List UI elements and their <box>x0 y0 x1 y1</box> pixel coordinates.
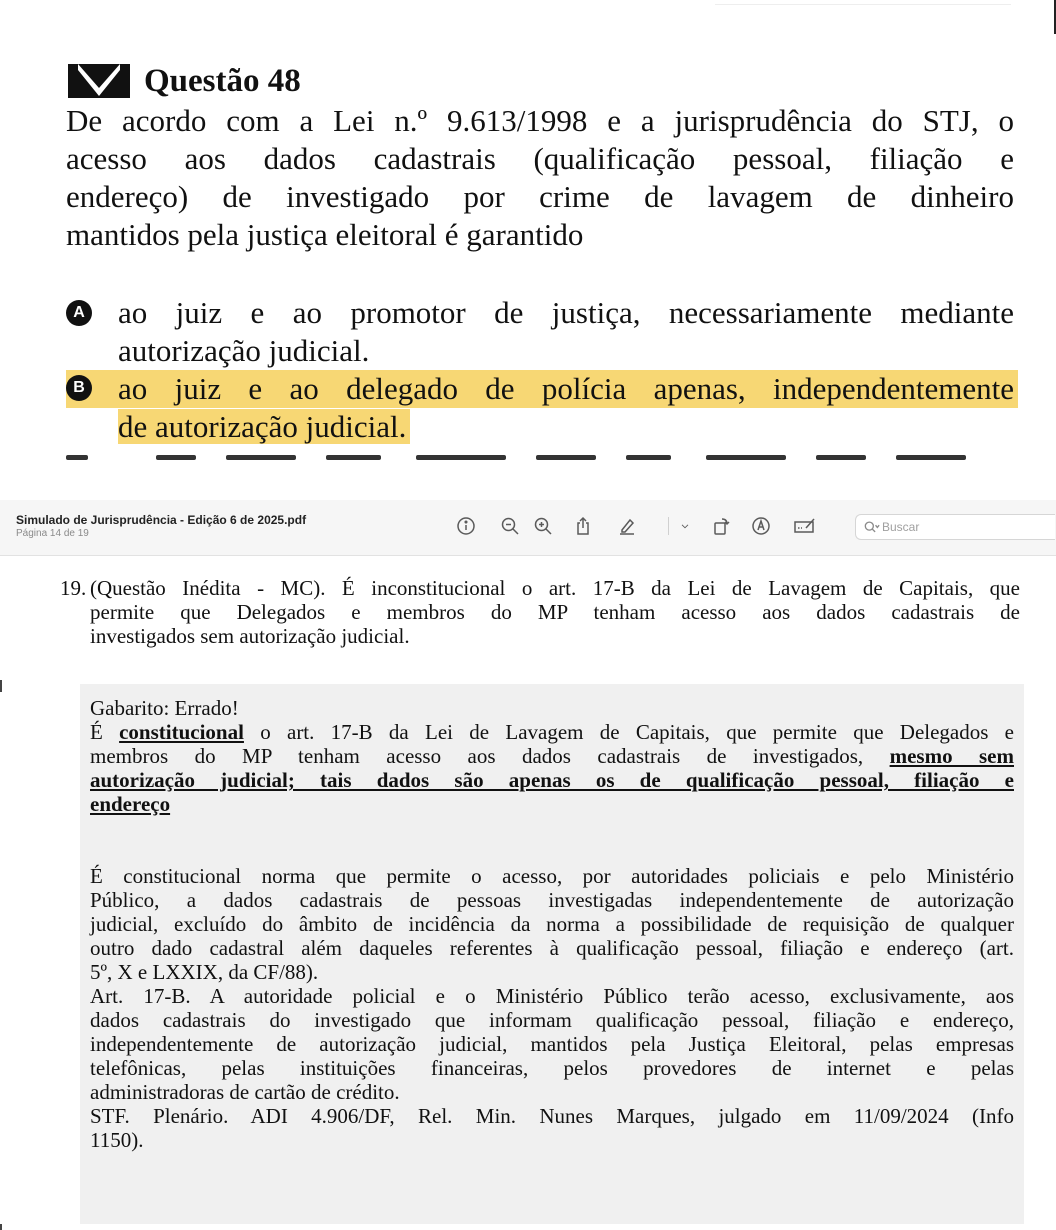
rotate-button[interactable] <box>708 513 734 539</box>
pdf-page <box>0 556 1056 1230</box>
answer-line: Público, a dados cadastrais de pessoas investigadas independentemente de autorização <box>90 888 1014 912</box>
answer-box <box>80 684 1024 1224</box>
answer-line: STF. Plenário. ADI 4.906/DF, Rel. Min. Nunes Marques, julgado em 11/09/2024 (Info <box>90 1104 1014 1128</box>
answer-line: membros do MP tenham acesso aos dados cadastrais de investigados, mesmo sem <box>90 744 1014 768</box>
answer-label: Gabarito: Errado! <box>90 696 239 720</box>
question-stem <box>66 102 1014 254</box>
page-indicator: Página 14 de 19 <box>16 528 89 539</box>
option-line: ao juiz e ao promotor de justiça, necessariamente mediante <box>118 295 1014 330</box>
logo-icon <box>68 64 130 98</box>
answer-line: independentemente de autorização judicial, mantidos pela Justiça Eleitoral, pelas empresas <box>90 1032 1014 1056</box>
answer-line: É constitucional norma que permite o acesso, por autoridades policiais e pelo Ministério <box>90 864 1014 888</box>
chevron-down-icon <box>679 520 691 532</box>
answer-line: Art. 17-B. A autoridade policial e o Ministério Público terão acesso, exclusivamente, aos <box>90 984 1014 1008</box>
option-line-highlighted: de autorização judicial. <box>118 409 410 444</box>
highlight-options-button[interactable] <box>676 513 694 539</box>
search-icon <box>864 520 880 534</box>
search-input[interactable] <box>882 520 1042 534</box>
option-line: autorização judicial. <box>118 333 370 368</box>
info-button[interactable] <box>453 513 479 539</box>
share-button[interactable] <box>570 513 596 539</box>
rotate-icon <box>711 516 731 536</box>
answer-line: autorização judicial; tais dados são apenas os de qualificação pessoal, filiação e <box>90 768 1014 792</box>
item-number: 19. <box>60 576 87 600</box>
page-edge-mark <box>0 1224 2 1230</box>
option-b-badge: B <box>66 375 92 401</box>
item-line: permite que Delegados e membros do MP tenham acesso aos dados cadastrais de <box>90 600 1020 624</box>
emphasis: constitucional <box>119 720 244 744</box>
answer-line: 1150). <box>90 1128 144 1152</box>
page-edge-mark <box>0 680 2 692</box>
option-line-highlighted: ao juiz e ao delegado de polícia apenas, independentemente <box>66 370 1018 408</box>
highlight-button[interactable] <box>614 513 640 539</box>
document-title: Simulado de Jurisprudência - Edição 6 de 2025.pdf <box>16 513 307 527</box>
preview-toolbar <box>0 500 1056 556</box>
answer-line: telefônicas, pelas instituições financeiras, pelos provedores de internet e pelas <box>90 1056 1014 1080</box>
search-field[interactable] <box>855 514 1055 540</box>
toolbar-separator <box>668 517 669 535</box>
answer-line: judicial, excluído do âmbito de incidência da norma a possibilidade de requisição de qualquer <box>90 912 1014 936</box>
option-a-badge: A <box>66 300 92 326</box>
stem-line: acesso aos dados cadastrais (qualificação pessoal, filiação e <box>66 141 1014 176</box>
stem-line: De acordo com a Lei n.º 9.613/1998 e a jurisprudência do STJ, o <box>66 103 1014 138</box>
stem-line: endereço) de investigado por crime de lavagem de dinheiro <box>66 179 1014 214</box>
answer-line: 5º, X e LXXIX, da CF/88). <box>90 960 319 984</box>
emphasis: mesmo sem <box>889 744 1014 768</box>
info-icon <box>456 516 476 536</box>
markup-button[interactable] <box>748 513 774 539</box>
option-b[interactable] <box>66 370 1014 450</box>
zoom-in-button[interactable] <box>530 513 556 539</box>
form-filling-button[interactable] <box>790 513 820 539</box>
answer-line: É constitucional o art. 17-B da Lei de Lavagem de Capitais, que permite que Delegados e <box>90 720 1015 744</box>
emphasis: endereço <box>90 792 171 816</box>
share-icon <box>573 516 593 536</box>
highlight-icon <box>617 516 637 536</box>
question-excerpt <box>0 0 1056 462</box>
question-title: Questão 48 <box>144 63 301 99</box>
stem-line: mantidos pela justiça eleitoral é garantido <box>66 217 584 252</box>
item-line: (Questão Inédita - MC). É inconstitucional o art. 17-B da Lei de Lavagem de Capitais, que <box>90 576 1020 600</box>
option-a[interactable] <box>66 294 1014 370</box>
zoom-out-button[interactable] <box>497 513 523 539</box>
divider <box>715 4 1011 5</box>
answer-line: outro dado cadastral além daqueles referentes à qualificação pessoal, filiação e endereço (art. <box>90 936 1014 960</box>
item-line: investigados sem autorização judicial. <box>90 624 410 648</box>
answer-line: administradoras de cartão de crédito. <box>90 1080 400 1104</box>
answer-line: dados cadastrais do investigado que informam qualificação pessoal, filiação e endereço, <box>90 1008 1014 1032</box>
markup-icon <box>751 516 771 536</box>
form-icon <box>793 516 817 536</box>
option-c-clipped <box>66 452 986 462</box>
question-header <box>68 62 1014 100</box>
zoom-out-icon <box>500 516 520 536</box>
zoom-in-icon <box>533 516 553 536</box>
